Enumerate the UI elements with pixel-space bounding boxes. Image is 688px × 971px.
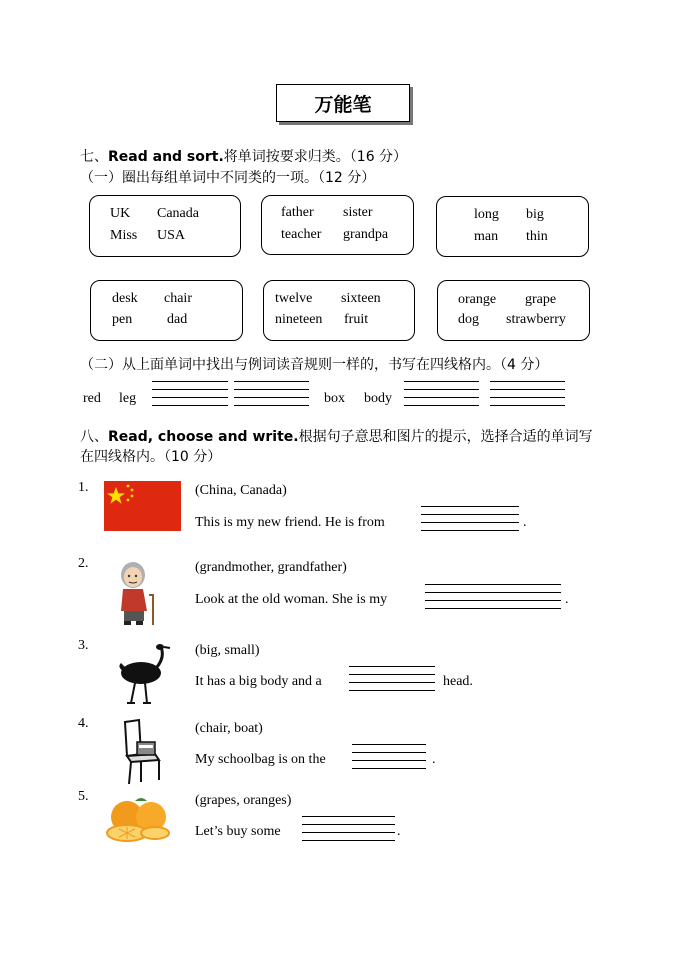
word: strawberry [506,312,566,327]
word-group-1 [89,195,241,257]
word: twelve [275,291,313,306]
four-line-grid[interactable] [152,381,228,406]
section8-title-cn: 根据句子意思和图片的提示，选择合适的单词写 [298,429,593,445]
section8-title-en: Read, choose and write. [108,429,299,445]
section7-part1: （一）圈出每组单词中不同类的一项。（12 分） [80,170,376,186]
example-word-leg: leg [119,391,137,406]
four-line-grid[interactable] [349,666,435,691]
word: nineteen [275,312,323,327]
section8-number: 八、 [80,429,108,445]
word: thin [526,229,548,244]
ostrich-image [113,641,179,707]
item-sentence-end: . [523,515,527,530]
word: Miss [110,228,138,243]
item-sentence: Let’s buy some [195,824,281,839]
word: USA [157,228,186,243]
four-line-grid[interactable] [352,744,426,769]
four-line-grid[interactable] [490,381,565,406]
chair-with-schoolbag-image [115,718,165,786]
four-line-grid[interactable] [404,381,479,406]
section7-heading [80,146,407,166]
example-word-box: box [324,391,345,406]
word: teacher [281,227,322,242]
word: grandpa [343,227,389,242]
word: UK [110,206,131,221]
word-group-6 [437,280,590,341]
item-sentence: My schoolbag is on the [195,752,326,767]
word-group-4 [90,280,243,341]
word: sixteen [341,291,381,306]
word: sister [343,205,373,220]
item-options: (grandmother, grandfather) [195,560,347,575]
word: pen [112,312,133,327]
four-line-grid[interactable] [421,506,519,531]
item-sentence-end: . [432,752,436,767]
example-word-body: body [364,391,392,406]
grandmother-image [115,559,163,627]
item-number: 1. [78,480,89,495]
page-title: 万能笔 [276,84,410,122]
item-sentence-end: . [397,824,401,839]
example-word-red: red [83,391,101,406]
item-sentence-end: head. [443,674,473,689]
word: orange [458,292,497,307]
item-options: (grapes, oranges) [195,793,292,808]
item-options: (China, Canada) [195,483,287,498]
word-group-3 [436,196,589,257]
four-line-grid[interactable] [425,584,561,609]
four-line-grid[interactable] [302,816,395,841]
item-sentence: It has a big body and a [195,674,322,689]
item-options: (big, small) [195,643,260,658]
section8-heading [80,426,593,446]
oranges-image [105,795,175,843]
word: fruit [344,312,369,327]
item-number: 2. [78,556,89,571]
china-flag-image [104,481,181,531]
word-group-2 [261,195,414,255]
word: grape [525,292,557,307]
title-banner [272,80,414,126]
section7-title-cn: 将单词按要求归类。（16 分） [223,149,408,165]
item-number: 5. [78,789,89,804]
word: desk [112,291,138,306]
item-sentence-end: . [565,592,569,607]
word: Canada [157,206,199,221]
item-number: 4. [78,716,89,731]
section7-number: 七、 [80,149,108,165]
item-options: (chair, boat) [195,721,263,736]
section7-title-en: Read and sort. [108,149,224,165]
word: dog [458,312,479,327]
word: big [526,207,544,222]
word: chair [164,291,192,306]
item-number: 3. [78,638,89,653]
item-sentence: This is my new friend. He is from [195,515,385,530]
word: dad [167,312,188,327]
section7-part2: （二）从上面单词中找出与例词读音规则一样的，书写在四线格内。（4 分） [80,357,549,373]
word: long [474,207,499,222]
section8-heading-line2: 在四线格内。（10 分） [80,449,222,465]
word-group-5 [263,280,415,341]
word: father [281,205,314,220]
item-sentence: Look at the old woman. She is my [195,592,388,607]
word: man [474,229,499,244]
four-line-grid[interactable] [234,381,309,406]
